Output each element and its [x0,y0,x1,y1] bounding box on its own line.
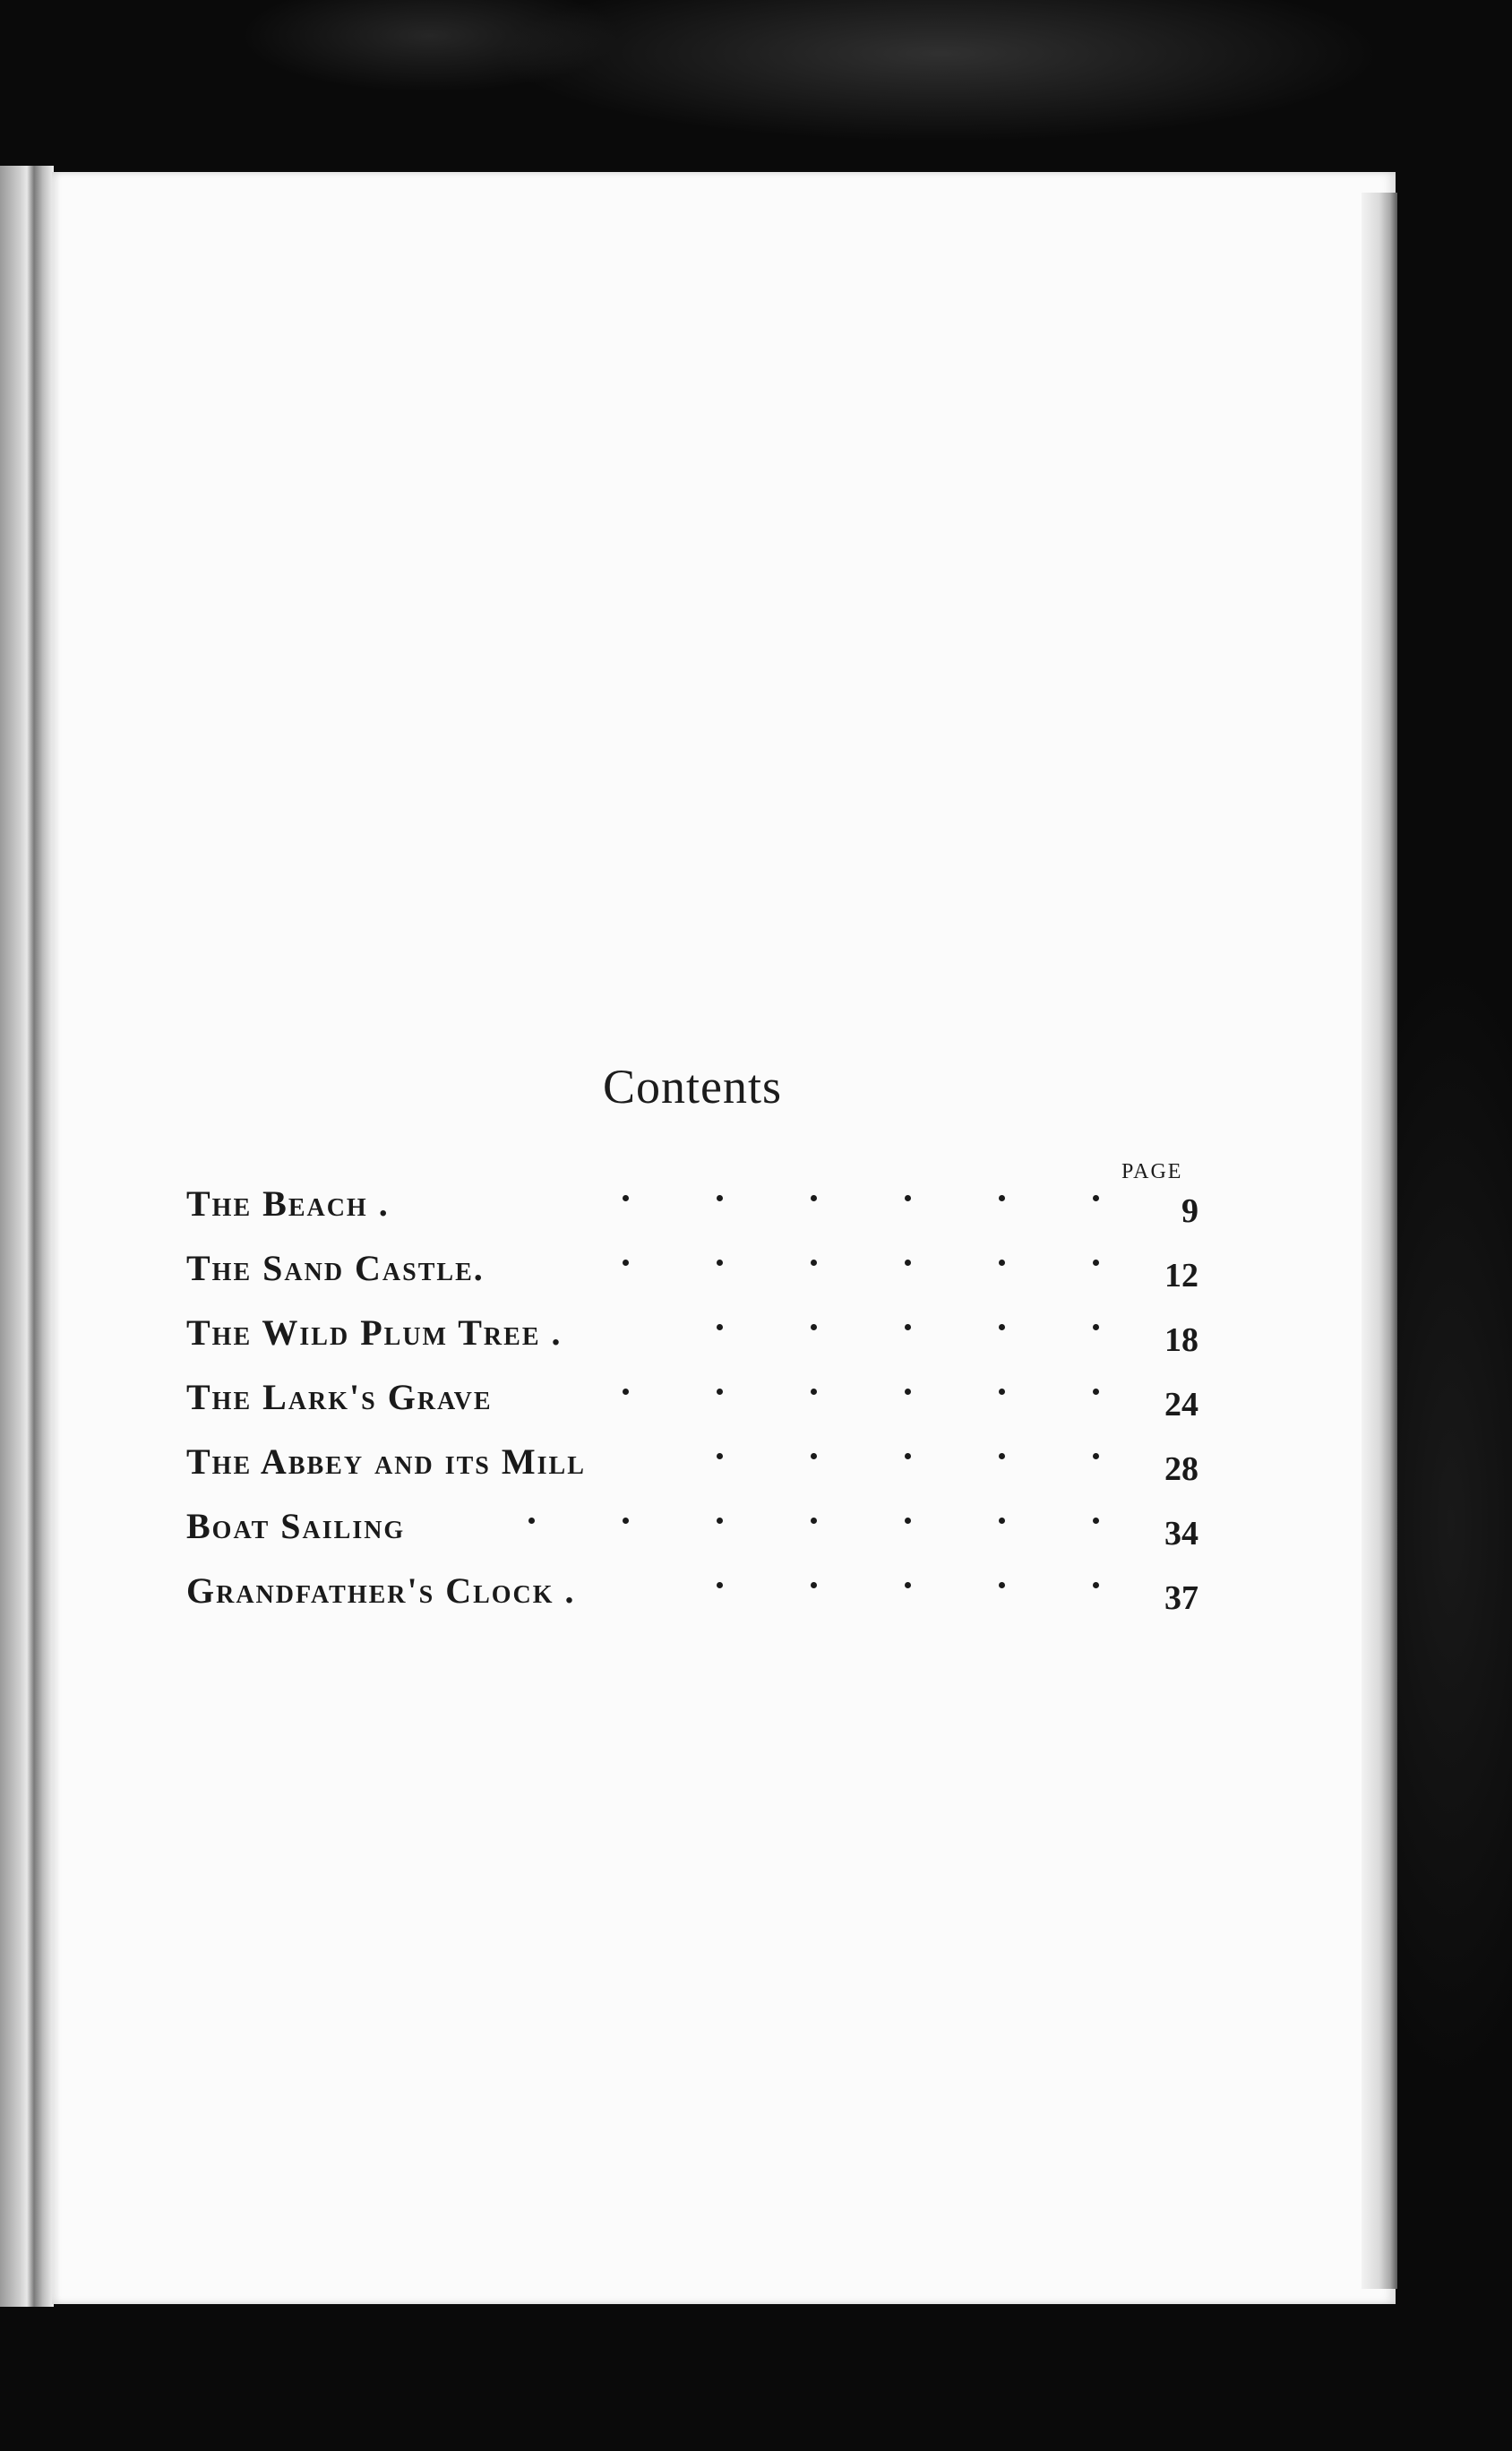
toc-entry-title: The Lark's Grave [186,1377,493,1417]
toc-entry [186,1240,1198,1304]
leader-dot [717,1324,723,1330]
right-page-edge [1362,193,1397,2289]
toc-entry-title: The Beach . [186,1183,390,1224]
leader-dot [623,1518,629,1524]
leader-dot [1093,1582,1099,1588]
leader-dot [1093,1195,1099,1201]
leader-dot [811,1195,817,1201]
leader-dot [717,1389,723,1395]
toc-entry [186,1175,1198,1240]
leader-dot [811,1582,817,1588]
leader-dot [528,1518,535,1524]
leader-dot [717,1518,723,1524]
toc-entry [186,1304,1198,1369]
table-of-contents [186,1175,1198,1627]
leader-dot [1093,1260,1099,1266]
leader-dot [905,1260,911,1266]
toc-entry-page: 24 [1164,1386,1198,1423]
leader-dot [1093,1389,1099,1395]
leader-dot [905,1389,911,1395]
toc-entry-title: The Wild Plum Tree . [186,1312,563,1353]
toc-entry [186,1369,1198,1433]
leader-dot [999,1453,1005,1459]
toc-entry-page: 34 [1164,1515,1198,1552]
toc-entry-title: The Abbey and its Mill [186,1441,586,1482]
leader-dot [905,1195,911,1201]
toc-entry-page: 9 [1181,1192,1198,1230]
leader-dot [623,1260,629,1266]
leader-dots [688,1324,1100,1351]
toc-entry-page: 28 [1164,1450,1198,1488]
leader-dot [999,1324,1005,1330]
leader-dot [1093,1453,1099,1459]
leader-dot [811,1453,817,1459]
leader-dot [905,1582,911,1588]
leader-dot [1093,1518,1099,1524]
left-page-edge [0,166,54,2307]
toc-entry-page: 12 [1164,1257,1198,1294]
leader-dot [999,1582,1005,1588]
leader-dot [905,1518,911,1524]
toc-entry [186,1498,1198,1562]
leader-dots [607,1260,1100,1286]
page-column-header: PAGE [1121,1160,1183,1183]
toc-entry [186,1433,1198,1498]
toc-entry-title: Grandfather's Clock . [186,1570,576,1611]
leader-dot [623,1389,629,1395]
leader-dot [717,1195,723,1201]
toc-entry-title: Boat Sailing [186,1506,406,1546]
leader-dot [717,1582,723,1588]
page-title: Contents [602,1060,782,1114]
toc-entry [186,1562,1198,1627]
leader-dot [999,1260,1005,1266]
leader-dot [999,1195,1005,1201]
leader-dot [717,1260,723,1266]
leader-dot [811,1260,817,1266]
leader-dot [905,1324,911,1330]
leader-dots [536,1195,1100,1222]
leader-dot [717,1453,723,1459]
leader-dot [1093,1324,1099,1330]
leader-dot [811,1518,817,1524]
toc-entry-page: 37 [1164,1579,1198,1617]
leader-dot [999,1518,1005,1524]
book-page [52,172,1396,2304]
leader-dots [598,1389,1100,1415]
toc-entry-page: 18 [1164,1321,1198,1359]
leader-dot [623,1195,629,1201]
leader-dot [811,1389,817,1395]
leader-dot [999,1389,1005,1395]
toc-entry-title: The Sand Castle. [186,1248,485,1288]
leader-dot [811,1324,817,1330]
leader-dots [688,1453,1100,1480]
leader-dots [688,1582,1100,1609]
leader-dots [500,1518,1100,1544]
leader-dot [905,1453,911,1459]
